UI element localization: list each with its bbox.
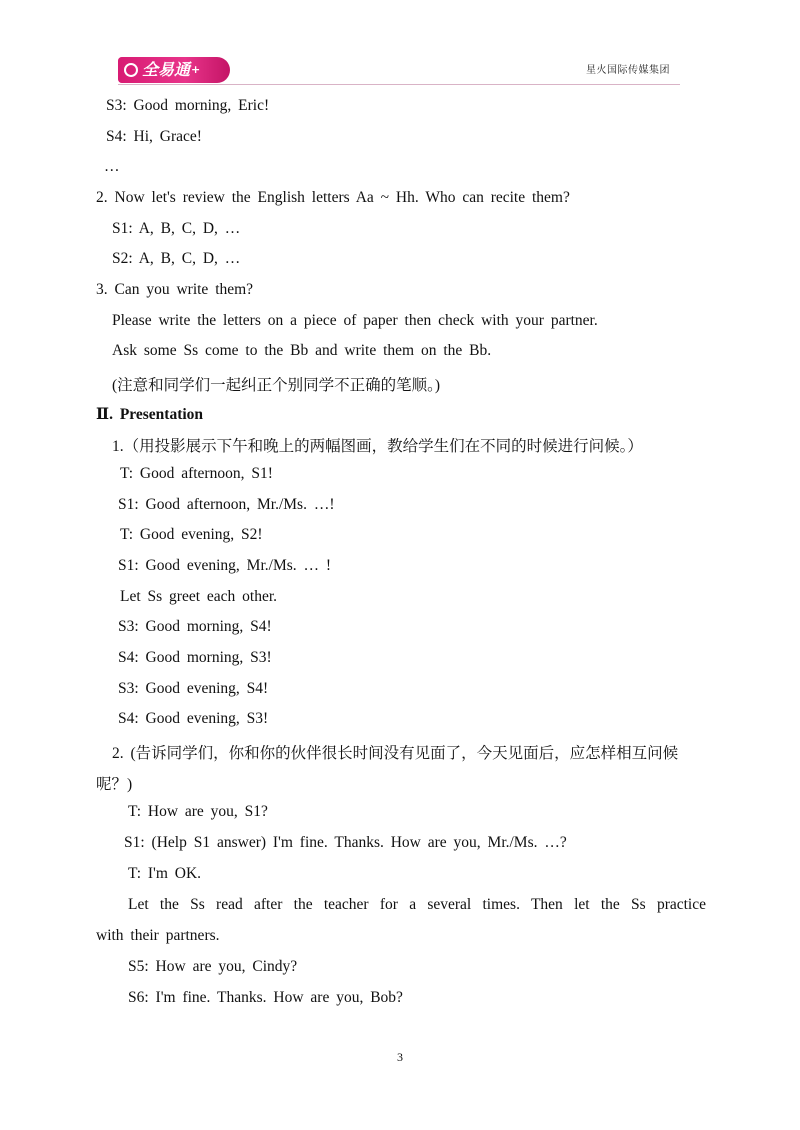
text-line: S1: Good evening, Mr./Ms. … ! (118, 557, 332, 574)
logo-text: 全易通 (142, 60, 191, 79)
text-line: S1: A, B, C, D, … (112, 220, 241, 237)
header-divider (118, 84, 680, 85)
section-heading: Ⅱ. Presentation (96, 406, 204, 423)
page-header (118, 55, 680, 85)
text-line: S4: Good evening, S3! (118, 710, 269, 727)
text-line: 3. Can you write them? (96, 281, 254, 298)
text-line: S6: I'm fine. Thanks. How are you, Bob? (128, 989, 403, 1006)
text-line: T: I'm OK. (128, 865, 202, 882)
logo-mark-icon (124, 63, 138, 77)
text-line: S3: Good morning, Eric! (106, 97, 270, 114)
brand-logo (118, 57, 230, 83)
publisher-name: 星火国际传媒集团 (586, 65, 670, 76)
text-line: T: Good afternoon, S1! (120, 465, 273, 482)
text-line: 呢？) (96, 776, 133, 793)
text-line: Ask some Ss come to the Bb and write them on the Bb. (112, 342, 492, 359)
text-line: S5: How are you, Cindy? (128, 958, 298, 975)
text-line: Please write the letters on a piece of paper then check with your partner. (112, 312, 598, 329)
text-line: S3: Good evening, S4! (118, 680, 269, 697)
text-line: (注意和同学们一起纠正个别同学不正确的笔顺。) (112, 377, 441, 394)
text-line: Let the Ss read after the teacher for a several times. Then let the Ss practice (128, 896, 706, 913)
text-line: S1: (Help S1 answer) I'm fine. Thanks. How are you, Mr./Ms. …? (124, 834, 567, 851)
text-line: S3: Good morning, S4! (118, 618, 272, 635)
text-line: S2: A, B, C, D, … (112, 250, 241, 267)
text-line: S4: Good morning, S3! (118, 649, 272, 666)
text-line: S4: Hi, Grace! (106, 128, 202, 145)
text-line: T: Good evening, S2! (120, 526, 263, 543)
logo-plus: + (191, 63, 201, 76)
text-line: with their partners. (96, 927, 220, 944)
text-line: Let Ss greet each other. (120, 588, 278, 605)
text-line: 2. Now let's review the English letters Aa ~ Hh. Who can recite them? (96, 189, 570, 206)
text-line: … (104, 158, 120, 175)
text-line: S1: Good afternoon, Mr./Ms. …! (118, 496, 335, 513)
text-line: T: How are you, S1? (128, 803, 268, 820)
text-line: 2. (告诉同学们，你和你的伙伴很长时间没有见面了，今天见面后，应怎样相互问候 (112, 745, 679, 762)
text-line: 1.（用投影展示下午和晚上的两幅图画，教给学生们在不同的时候进行问候。） (112, 438, 643, 455)
page-number: 3 (397, 1050, 403, 1064)
